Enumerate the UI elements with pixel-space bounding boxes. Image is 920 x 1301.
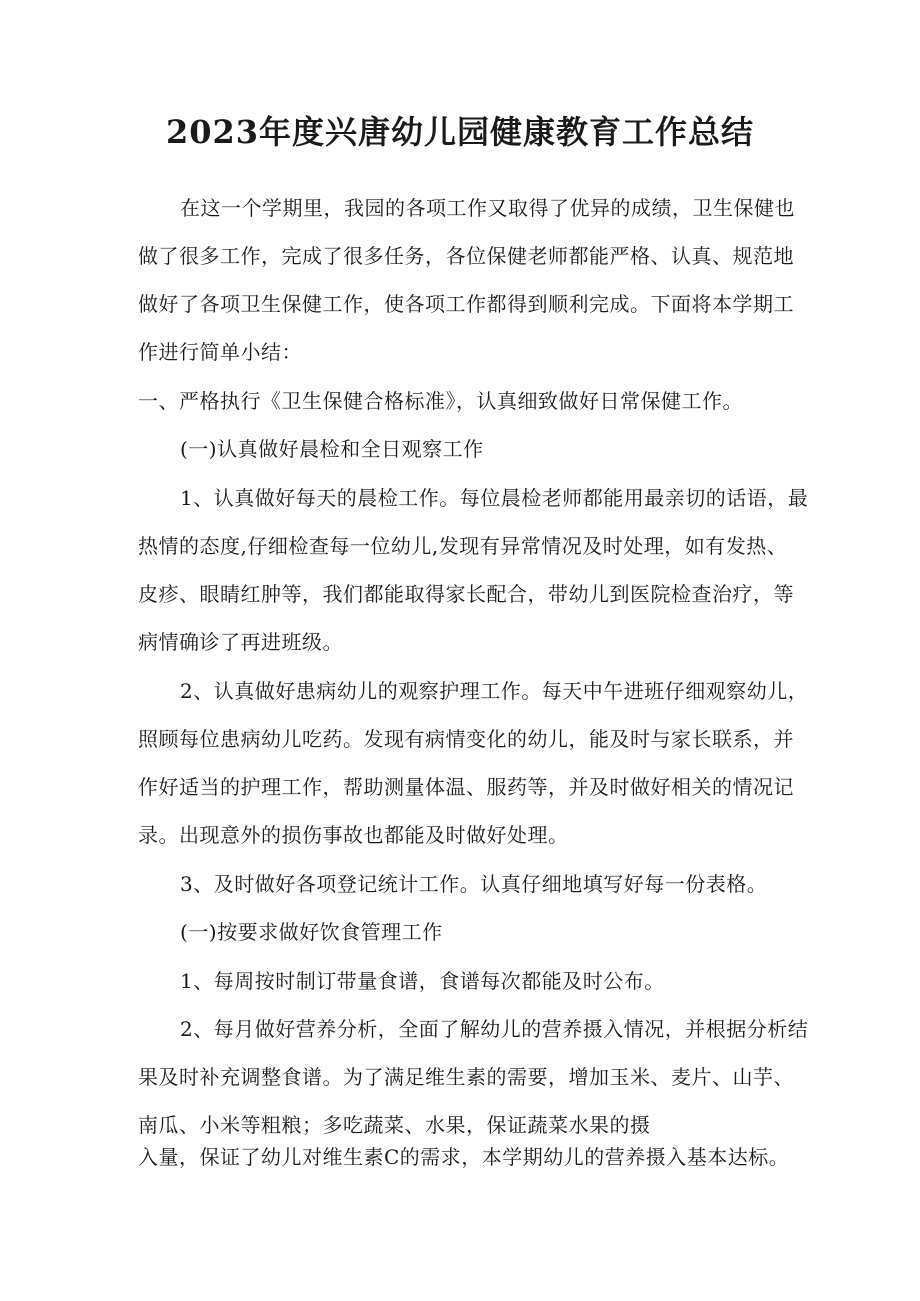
paragraph-line: 热情的态度,仔细检查每一位幼儿,发现有异常情况及时处理，如有发热、 — [138, 534, 788, 558]
subsection-heading: (一)认真做好晨检和全日观察工作 — [180, 437, 484, 461]
paragraph-line: 录。出现意外的损伤事故也都能及时做好处理。 — [138, 823, 569, 847]
paragraph-line: 2、每月做好营养分析，全面了解幼儿的营养摄入情况，并根据分析结 — [180, 1017, 809, 1041]
paragraph-line: 入量，保证了幼儿对维生素C的需求，本学期幼儿的营养摄入基本达标。 — [138, 1145, 790, 1169]
paragraph-line: 做好了各项卫生保健工作，使各项工作都得到顺利完成。下面将本学期工 — [138, 292, 794, 316]
subsection-heading: (一)按要求做好饮食管理工作 — [180, 920, 443, 944]
paragraph-line: 南瓜、小米等粗粮；多吃蔬菜、水果，保证蔬菜水果的摄 — [138, 1113, 651, 1137]
paragraph-line: 皮疹、眼睛红肿等，我们都能取得家长配合，带幼儿到医院检查治疗，等 — [138, 582, 794, 606]
paragraph-line: 照顾每位患病幼儿吃药。发现有病情变化的幼儿，能及时与家长联系，并 — [138, 727, 794, 751]
paragraph-line: 作好适当的护理工作，帮助测量体温、服药等，并及时做好相关的情况记 — [138, 775, 794, 799]
paragraph-line: 2、认真做好患病幼儿的观察护理工作。每天中午进班仔细观察幼儿， — [180, 679, 809, 703]
paragraph-line: 做了很多工作，完成了很多任务，各位保健老师都能严格、认真、规范地 — [138, 244, 794, 268]
paragraph-line: 果及时补充调整食谱。为了满足维生素的需要，增加玉米、麦片、山芋、 — [138, 1065, 794, 1089]
paragraph-line: 在这一个学期里，我园的各项工作又取得了优异的成绩，卫生保健也 — [180, 196, 795, 220]
document-title: 2023年度兴唐幼儿园健康教育工作总结 — [165, 113, 755, 151]
paragraph-line: 作进行简单小结： — [138, 340, 302, 364]
paragraph-line: 3、及时做好各项登记统计工作。认真仔细地填写好每一份表格。 — [180, 872, 768, 896]
paragraph-line: 1、认真做好每天的晨检工作。每位晨检老师都能用最亲切的话语，最 — [180, 486, 809, 510]
paragraph-line: 1、每周按时制订带量食谱，食谱每次都能及时公布。 — [180, 969, 665, 993]
section-heading: 一、严格执行《卫生保健合格标准》，认真细致做好日常保健工作。 — [138, 389, 743, 413]
paragraph-line: 病情确诊了再进班级。 — [138, 630, 343, 654]
